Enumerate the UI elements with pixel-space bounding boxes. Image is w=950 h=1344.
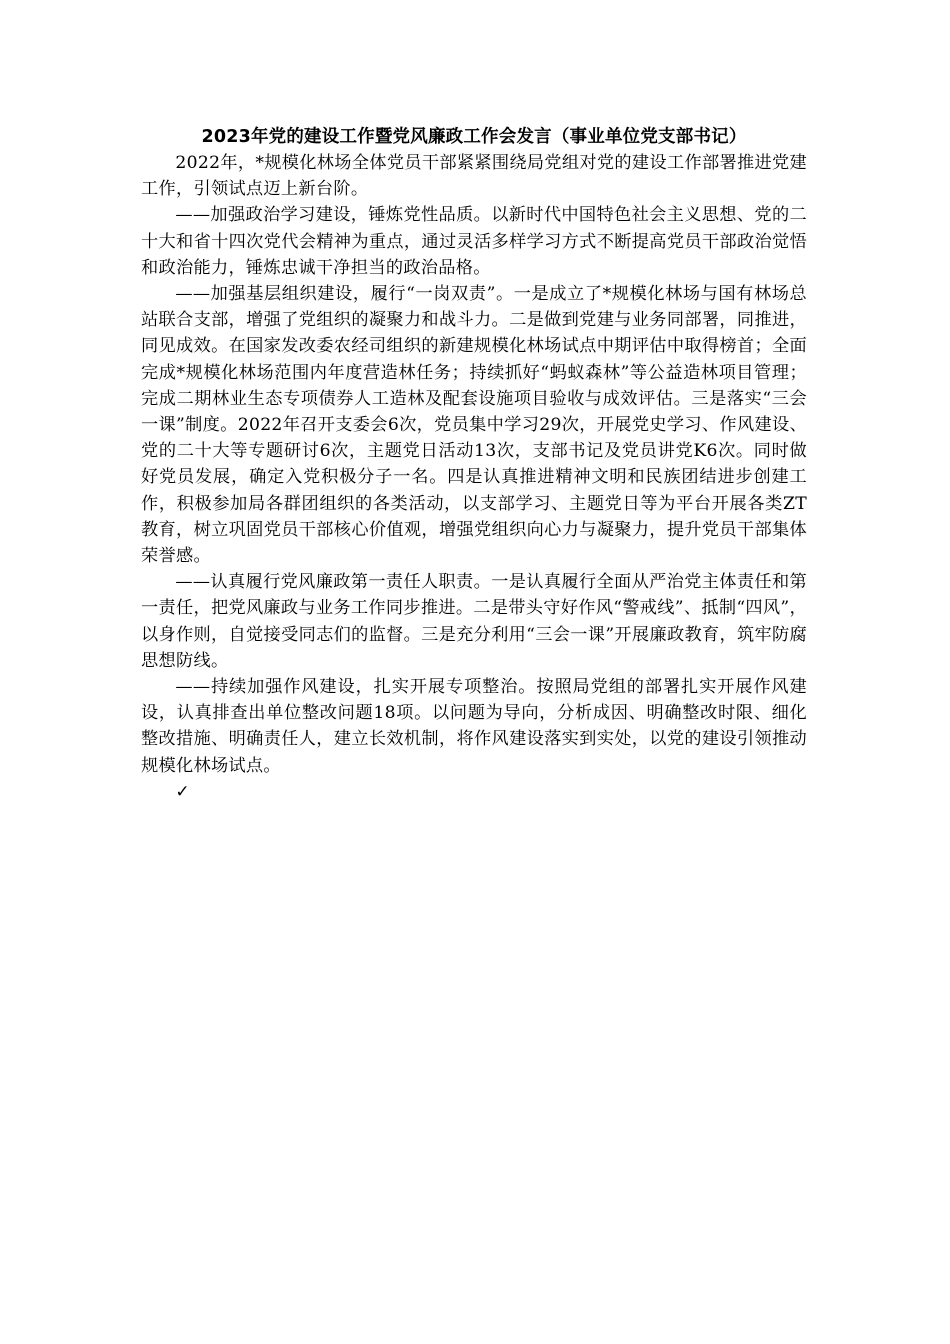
document-title: 2023年党的建设工作暨党风廉政工作会发言（事业单位党支部书记） — [201, 127, 747, 147]
paragraph-integrity-responsibility: ——认真履行党风廉政第一责任人职责。一是认真履行全面从严治党主体责任和第一责任，把党风廉政与业务工作同步推进。二是带头守好作风“警戒线”、抵制“四风”，以身作则，自觉接受同志们的监督。三是充分利用“三会一课”开展廉政教育，筑牢防腐思想防线。 — [141, 572, 807, 671]
paragraph-intro: 2022年，*规模化林场全体党员干部紧紧围绕局党组对党的建设工作部署推进党建工作，引领试点迈上新台阶。 — [141, 153, 807, 200]
paragraph-political-study: ——加强政治学习建设，锤炼党性品质。以新时代中国特色社会主义思想、党的二十大和省十四次党代会精神为重点，通过灵活多样学习方式不断提高党员干部政治觉悟和政治能力，锤炼忠诚干净担当的政治品格。 — [141, 205, 807, 278]
paragraph-grassroots-organization: ——加强基层组织建设，履行“一岗双责”。一是成立了*规模化林场与国有林场总站联合支部，增强了党组织的凝聚力和战斗力。二是做到党建与业务同部署，同推进，同见成效。在国家发改委农经司组织的新建规模化林场试点中期评估中取得榜首；全面完成*规模化林场范围内年度营造林任务；持续抓好“蚂蚁森林”等公益造林项目管理；完成二期林业生态专项债券人工造林及配套设施项目验收与成效评估。三是落实“三会一课”制度。2022年召开支委会6次，党员集中学习29次，开展党史学习、作风建设、党的二十大等专题研讨6次，主题党日活动13次，支部书记及党员讲党K6次。同时做好党员发展，确定入党积极分子一名。四是认真推进精神文明和民族团结进步创建工作，积极参加局各群团组织的各类活动，以支部学习、主题党日等为平台开展各类ZT教育，树立巩固党员干部核心价值观，增强党组织向心力与凝聚力，提升党员干部集体荣誉感。 — [141, 284, 807, 567]
check-mark-icon: ✓ — [175, 781, 190, 802]
paragraph-work-style: ——持续加强作风建设，扎实开展专项整治。按照局党组的部署扎实开展作风建设，认真排查出单位整改问题18项。以问题为导向，分析成因、明确整改时限、细化整改措施、明确责任人，建立长效机制，将作风建设落实到实处，以党的建设引领推动规模化林场试点。 — [141, 677, 807, 776]
document-page — [141, 124, 807, 805]
